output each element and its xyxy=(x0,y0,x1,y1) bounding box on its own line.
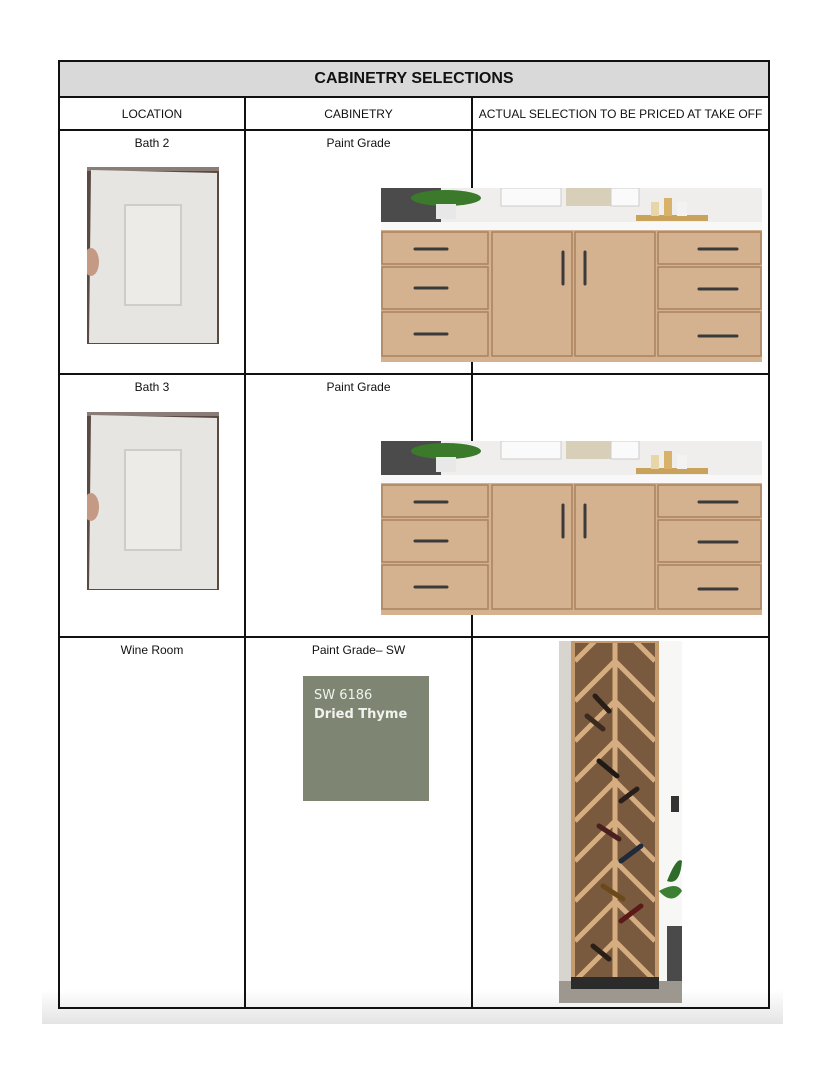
row2-cabinetry: Paint Grade xyxy=(326,380,391,394)
paint-swatch xyxy=(303,676,429,801)
door-sample-photo xyxy=(87,167,219,344)
row1-cabinetry: Paint Grade xyxy=(326,136,391,150)
header-selection: ACTUAL SELECTION TO BE PRICED AT TAKE OFF xyxy=(478,107,763,121)
door-sample-photo xyxy=(87,412,219,590)
header-location: LOCATION xyxy=(121,107,183,121)
row3-cabinetry: Paint Grade– SW xyxy=(311,643,406,657)
row3-location: Wine Room xyxy=(120,643,184,657)
wine-rack-photo xyxy=(559,641,682,1003)
vanity-photo xyxy=(381,441,762,615)
swatch-name: Dried Thyme xyxy=(314,707,408,722)
table-title: CABINETRY SELECTIONS xyxy=(60,62,768,96)
row1-location: Bath 2 xyxy=(134,136,170,150)
swatch-code: SW 6186 xyxy=(314,688,373,703)
row2-location: Bath 3 xyxy=(134,380,170,394)
header-cabinetry: CABINETRY xyxy=(324,107,393,121)
vanity-photo xyxy=(381,188,762,362)
